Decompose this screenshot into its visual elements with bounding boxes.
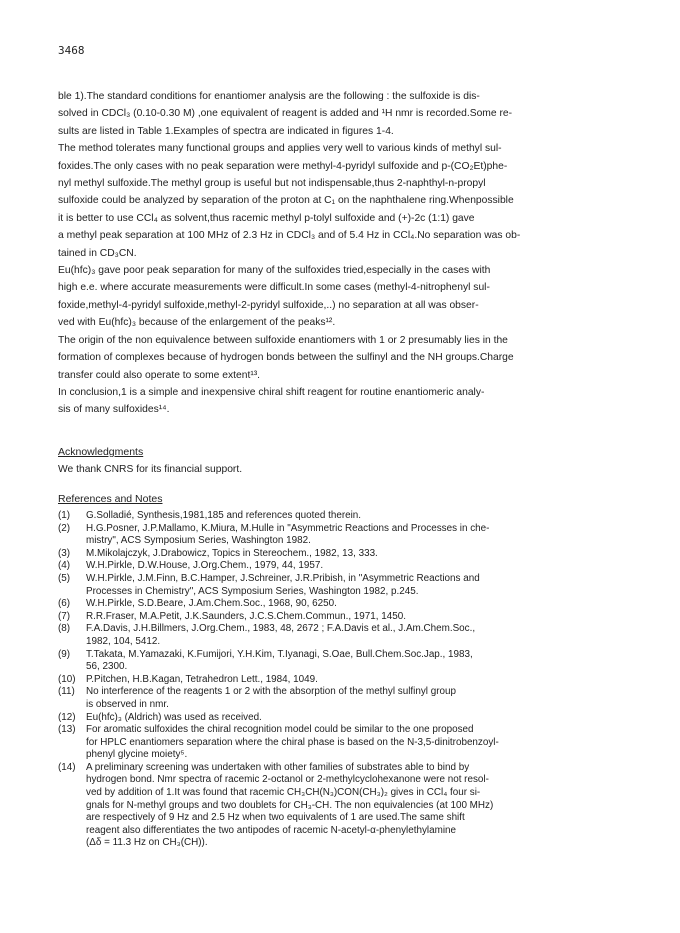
reference-number: (2) [58, 522, 71, 534]
reference-number: (1) [58, 510, 71, 521]
reference-item [58, 762, 648, 850]
reference-text [86, 724, 648, 762]
body-line: sulfoxide could be analyzed by separation of the proton at C₁ on the naphthalene ring.Whenpossible [58, 195, 514, 207]
reference-line: Processes in Chemistry", ACS Symposium Series, Washington 1982, p.245. [86, 585, 419, 597]
body-line: a methyl peak separation at 100 MHz of 2.3 Hz in CDCl₃ and of 5.4 Hz in CCl₄.No separation was ob- [58, 230, 521, 242]
reference-text [86, 611, 648, 624]
body-line: ved with Eu(hfc)₃ because of the enlargement of the peaks¹². [58, 317, 336, 329]
reference-line: are respectively of 9 Hz and 2.5 Hz when two equivalents of 1 are used.The same shift [86, 812, 465, 824]
body-line: The origin of the non equivalence between sulfoxide enantiomers with 1 or 2 presumably lies in the [58, 334, 508, 346]
reference-item [58, 548, 648, 561]
reference-line: A preliminary screening was undertaken with other families of substrates able to bind by [86, 761, 470, 773]
reference-text [86, 548, 648, 561]
reference-number: (4) [58, 560, 71, 572]
reference-line: W.H.Pirkle, D.W.House, J.Org.Chem., 1979, 44, 1957. [86, 560, 324, 572]
reference-number: (12) [58, 711, 76, 723]
body-line: Eu(hfc)₃ gave poor peak separation for many of the sulfoxides tried,especially in the cases with [58, 265, 491, 277]
reference-text [86, 560, 648, 573]
reference-item [58, 510, 648, 523]
reference-line: ved by addition of 1.It was found that racemic CH₃CH(N₃)CON(CH₃)₂ gives in CCl₄ four si- [86, 787, 481, 799]
body-line: foxide,methyl-4-pyridyl sulfoxide,methyl-2-pyridyl sulfoxide,..) no separation at all was obser- [58, 299, 479, 311]
reference-item [58, 686, 648, 711]
reference-line: W.H.Pirkle, S.D.Beare, J.Am.Chem.Soc., 1968, 90, 6250. [86, 598, 337, 610]
body-line: foxides.The only cases with no peak separation were methyl-4-pyridyl sulfoxide and p-(CO₂Et)phe- [58, 160, 508, 172]
reference-item [58, 623, 648, 648]
reference-item [58, 573, 648, 598]
reference-line: G.Solladié, Synthesis,1981,185 and references quoted therein. [86, 510, 362, 521]
reference-line: No interference of the reagents 1 or 2 with the absorption of the methyl sulfinyl group [86, 686, 456, 698]
body-line: sis of many sulfoxides¹⁴. [58, 404, 170, 416]
reference-number: (8) [58, 623, 71, 635]
reference-line: reagent also differentiates the two antipodes of racemic N-acetyl-α-phenylethylamine [86, 824, 456, 836]
body-line: nyl methyl sulfoxide.The methyl group is useful but not indispensable,thus 2-naphthyl-n-propyl [58, 178, 486, 190]
reference-text [86, 712, 648, 725]
body-line: formation of complexes because of hydrogen bonds between the sulfinyl and the NH groups.Charge [58, 352, 514, 364]
references-heading: References and Notes [58, 493, 163, 505]
reference-text [86, 686, 648, 711]
body-line: The method tolerates many functional groups and applies very well to various kinds of methyl sul- [58, 143, 502, 155]
reference-item [58, 598, 648, 611]
body-line: transfer could also operate to some extent¹³. [58, 369, 261, 381]
reference-line: M.Mikolajczyk, J.Drabowicz, Topics in Stereochem., 1982, 13, 333. [86, 547, 378, 559]
reference-line: P.Pitchen, H.B.Kagan, Tetrahedron Lett., 1984, 1049. [86, 673, 318, 685]
reference-line: for HPLC enantiomers separation where the chiral phase is based on the N-3,5-dinitrobenzoyl- [86, 736, 499, 748]
reference-number: (10) [58, 673, 76, 685]
reference-line: (Δδ = 11.3 Hz on CH₃(CH)). [86, 837, 208, 849]
body-line: high e.e. where accurate measurements were difficult.In some cases (methyl-4-nitrophenyl sul- [58, 282, 490, 294]
reference-number: (6) [58, 598, 71, 610]
reference-line: W.H.Pirkle, J.M.Finn, B.C.Hamper, J.Schreiner, J.R.Pribish, in "Asymmetric Reactions and [86, 572, 480, 584]
reference-line: 1982, 104, 5412. [86, 635, 161, 647]
body-line: ble 1).The standard conditions for enantiomer analysis are the following : the sulfoxide is dis- [58, 91, 480, 102]
acknowledgments-heading: Acknowledgments [58, 446, 144, 458]
reference-text [86, 649, 648, 674]
reference-text [86, 674, 648, 687]
body-line: solved in CDCl₃ (0.10-0.30 M) ,one equivalent of reagent is added and ¹H nmr is recorded.Some re- [58, 108, 513, 120]
reference-text [86, 573, 648, 598]
references-list [58, 510, 648, 850]
body-line: In conclusion,1 is a simple and inexpensive chiral shift reagent for routine enantiomeric analy- [58, 386, 485, 398]
reference-item [58, 560, 648, 573]
reference-line: R.R.Fraser, M.A.Petit, J.K.Saunders, J.C.S.Chem.Commun., 1971, 1450. [86, 610, 406, 622]
reference-item [58, 724, 648, 762]
reference-line: gnals for N-methyl groups and two doublets for CH₃-CH. The non equivalencies (at 100 MHz) [86, 799, 494, 811]
reference-line: T.Takata, M.Yamazaki, K.Fumijori, Y.H.Kim, T.Iyanagi, S.Oae, Bull.Chem.Soc.Jap., 1983, [86, 648, 473, 660]
reference-item [58, 649, 648, 674]
acknowledgments-text: We thank CNRS for its financial support. [58, 464, 243, 475]
reference-number: (14) [58, 761, 76, 773]
reference-number: (13) [58, 724, 76, 736]
reference-number: (5) [58, 572, 71, 584]
body-line: it is better to use CCl₄ as solvent,thus racemic methyl p-tolyl sulfoxide and (+)-2c (1:1) gave [58, 212, 475, 224]
reference-text [86, 523, 648, 548]
reference-line: For aromatic sulfoxides the chiral recognition model could be similar to the one proposed [86, 724, 474, 736]
reference-text [86, 510, 648, 523]
reference-item [58, 712, 648, 725]
reference-number: (7) [58, 610, 71, 622]
reference-item [58, 674, 648, 687]
reference-line: hydrogen bond. Nmr spectra of racemic 2-octanol or 2-methylcyclohexanone were not resol- [86, 774, 489, 786]
reference-line: F.A.Davis, J.H.Billmers, J.Org.Chem., 1983, 48, 2672 ; F.A.Davis et al., J.Am.Chem.Soc., [86, 623, 476, 635]
reference-line: phenyl glycine moiety⁵. [86, 749, 188, 761]
reference-line: mistry", ACS Symposium Series, Washington 1982. [86, 535, 311, 547]
body-line: tained in CD₃CN. [58, 247, 137, 259]
reference-number: (11) [58, 686, 75, 698]
reference-item [58, 611, 648, 624]
reference-line: Eu(hfc)₃ (Aldrich) was used as received. [86, 711, 262, 723]
reference-text [86, 598, 648, 611]
reference-number: (3) [58, 547, 71, 559]
body-text [58, 88, 636, 419]
reference-line: is observed in nmr. [86, 698, 169, 710]
page-number: 3468 [58, 44, 85, 57]
reference-text [86, 762, 648, 850]
reference-line: 56, 2300. [86, 661, 128, 673]
reference-line: H.G.Posner, J.P.Mallamo, K.Miura, M.Hulle in "Asymmetric Reactions and Processes in che- [86, 522, 490, 534]
reference-text [86, 623, 648, 648]
body-line: sults are listed in Table 1.Examples of spectra are indicated in figures 1-4. [58, 125, 394, 137]
reference-number: (9) [58, 648, 71, 660]
reference-item [58, 523, 648, 548]
